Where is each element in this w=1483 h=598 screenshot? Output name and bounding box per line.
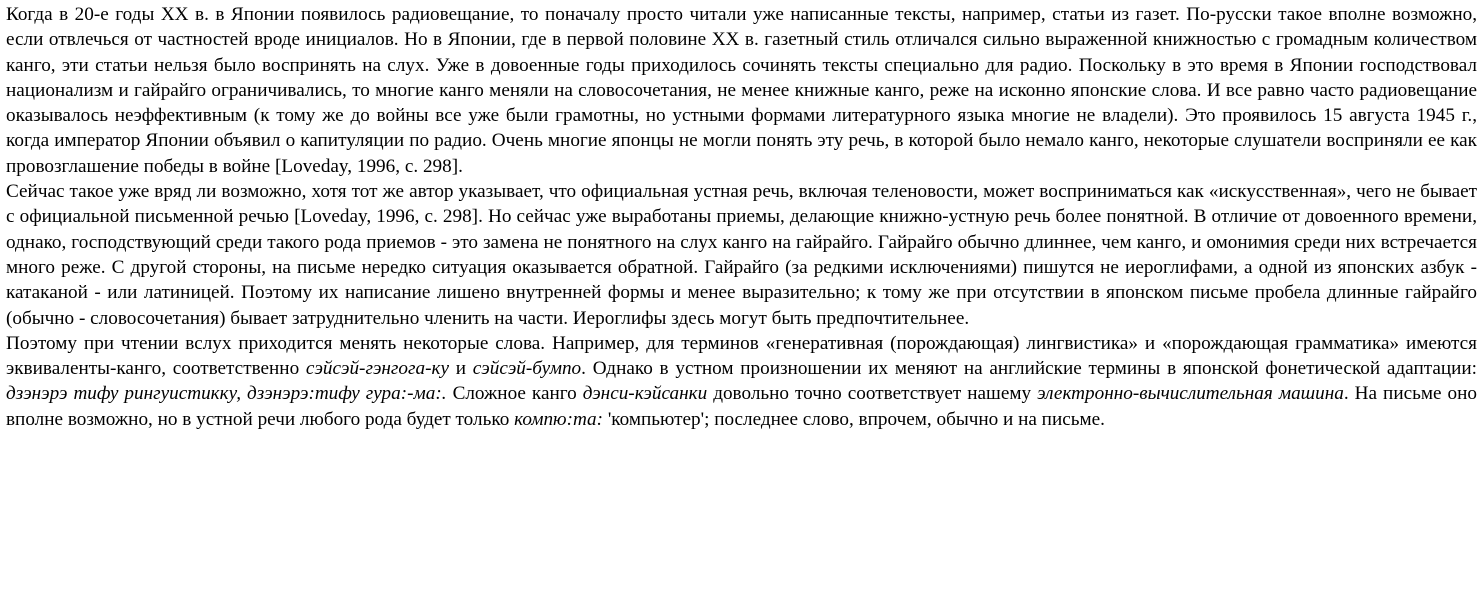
paragraph-text: Когда в 20-е годы XX в. в Японии появилось радиовещание, то поначалу просто читали уже написанные тексты, например, статьи из газет. По-русски такое вполне возможно, если отвлечься от частностей вроде инициалов. Но в Японии, где в первой половине XX в. газетный стиль отличался сильно выраженной книжностью с громадным количеством канго, эти статьи нельзя было воспринять на слух. Уже в довоенные годы приходилось сочинять тексты специально для радио. Поскольку в это время в Японии господствовал национализм и гайрайго ограничивались, то многие канго меняли на словосочетания, не менее книжные канго, реже на исконно японские слова. И все равно часто радиовещание оказывалось неэффективным (к тому же до войны все уже были грамотны, но устными формами литературного языка многие не владели). Это проявилось 15 августа 1945 г., когда император Японии объявил о капитуляции по радио. Очень многие японцы не могли понять эту речь, в которой было немало канго, некоторые слушатели восприняли ее как провозглашение победы в войне [Loveday, 1996, с. 298]. xyxy=(6,4,1477,177)
paragraph-text: 'компьютер'; последнее слово, впрочем, обычно и на письме. xyxy=(603,408,1105,430)
paragraph-2 xyxy=(6,179,1477,331)
paragraph-text: Поэтому при чтении вслух приходится менять некоторые слова. Например, для терминов «генеративная (порождающая) лингвистика» и «порождающая грамматика» имеются эквиваленты-канго, соответственно xyxy=(6,332,1477,380)
paragraph-text: довольно точно соответствует нашему xyxy=(707,383,1038,405)
paragraph-1 xyxy=(6,2,1477,179)
paragraph-3 xyxy=(6,331,1477,432)
paragraph-text: . Однако в устном произношении их меняют на английские термины в японской фонетической адаптации: xyxy=(581,358,1477,380)
italic-term: дэнси-кэйсанки xyxy=(582,383,708,405)
italic-term: компю:та: xyxy=(514,408,604,430)
italic-term: электронно-вычислительная машина xyxy=(1037,383,1344,405)
italic-term: дзэнэрэ тифу рингуистикку, дзэнэрэ:тифу гура:-ма:. xyxy=(6,383,447,405)
paragraph-text: и xyxy=(448,358,473,380)
paragraph-text: Сейчас такое уже вряд ли возможно, хотя тот же автор указывает, что официальная устная речь, включая теленовости, может восприниматься как «искусственная», чего не бывает с официальной письменной речью [Loveday, 1996, с. 298]. Но сейчас уже выработаны приемы, делающие книжно-устную речь более понятной. В отличие от довоенного времени, однако, господствующий среди такого рода приемов - это замена не понятного на слух канго на гайрайго. Гайрайго обычно длиннее, чем канго, и омонимия среди них встречается много реже. С другой стороны, на письме нередко ситуация оказывается обратной. Гайрайго (за редкими исключениями) пишутся не иероглифами, а одной из японских азбук - катаканой - или латиницей. Поэтому их написание лишено внутренней формы и менее выразительно; к тому же при отсутствии в японском письме пробела длинные гайрайго (обычно - словосочетания) бывает затруднительно членить на части. Иероглифы здесь могут быть предпочтительнее. xyxy=(6,181,1477,329)
paragraph-text: Сложное канго xyxy=(446,383,583,405)
italic-term: сэйсэй-гэнгога-ку xyxy=(305,358,449,380)
paragraph-text: . На письме оно вполне возможно, но в устной речи любого рода будет только xyxy=(6,383,1477,430)
italic-term: сэйсэй-бумпо xyxy=(472,358,582,380)
